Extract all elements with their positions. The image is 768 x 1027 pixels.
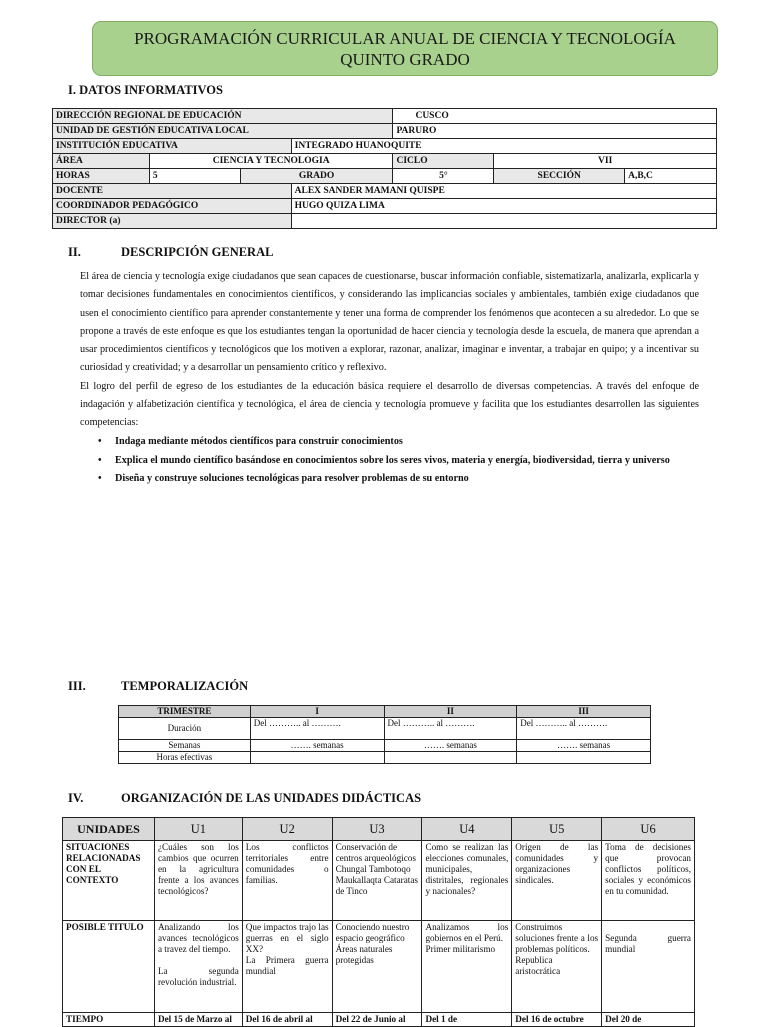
area-value: CIENCIA Y TECNOLOGIA: [149, 154, 393, 169]
section-4-heading: ORGANIZACIÓN DE LAS UNIDADES DIDÁCTICAS: [121, 791, 422, 805]
semanas-iii: ……. semanas: [517, 740, 651, 752]
header-u1: U1: [154, 818, 242, 841]
horas-value: 5: [149, 169, 240, 184]
tiempo-u3: Del 22 de Junio al: [332, 1013, 422, 1027]
unidades-header: UNIDADES: [63, 818, 155, 841]
duracion-label: Duración: [119, 718, 251, 740]
semanas-i: ……. semanas: [250, 740, 384, 752]
situacion-u3: Conservación de centros arqueológicos Chungal Tambotoqo Maukallaqta Cataratas de Tinco: [332, 841, 422, 921]
horas-efectivas-ii: [384, 752, 517, 764]
docente-value: ALEX SANDER MAMANI QUISPE: [291, 184, 716, 199]
situacion-u1: ¿Cuáles son los cambios que ocurren en la agricultura frente a los avances tecnológicos?: [154, 841, 242, 921]
director-value: [291, 214, 716, 229]
situacion-u2: Los conflictos territoriales entre comunidades o familias.: [242, 841, 332, 921]
description-text: [80, 268, 699, 433]
tiempo-u2: Del 16 de abril al: [242, 1013, 332, 1027]
titulo-u4: Analizamos los gobiernos en el Perú. Primer militarismo: [422, 921, 512, 1013]
tiempo-label: TIEMPO: [63, 1013, 155, 1027]
director-label: DIRECTOR (a): [53, 214, 292, 229]
competencias-list: [96, 433, 716, 489]
grado-value: 5°: [393, 169, 494, 184]
ie-label: INSTITUCIÓN EDUCATIVA: [53, 139, 292, 154]
tempo-header-trimestre: TRIMESTRE: [119, 706, 251, 718]
tiempo-u1: Del 15 de Marzo al: [154, 1013, 242, 1027]
titulo-u6: Segunda guerra mundial: [602, 921, 695, 1013]
duracion-iii: Del ……….. al ……….: [517, 718, 651, 740]
horas-efectivas-label: Horas efectivas: [119, 752, 251, 764]
section-1-heading: I. DATOS INFORMATIVOS: [68, 83, 223, 97]
header-u2: U2: [242, 818, 332, 841]
section-2-heading: DESCRIPCIÓN GENERAL: [121, 245, 274, 259]
bullet-icon: •: [98, 436, 102, 447]
header-u3: U3: [332, 818, 422, 841]
dre-label: DIRECCIÓN REGIONAL DE EDUCACIÓN: [53, 109, 393, 124]
seccion-value: A,B,C: [625, 169, 717, 184]
semanas-ii: ……. semanas: [384, 740, 517, 752]
dre-value: CUSCO: [393, 109, 717, 124]
titulo-u2: Que impactos trajo las guerras en el siglo XX? La Primera guerra mundial: [242, 921, 332, 1013]
situaciones-label: SITUACIONES RELACIONADAS CON EL CONTEXTO: [63, 841, 155, 921]
list-item: • Indaga mediante métodos científicos para construir conocimientos: [96, 433, 716, 452]
header-u6: U6: [602, 818, 695, 841]
title-line-1: PROGRAMACIÓN CURRICULAR ANUAL DE CIENCIA Y TECNOLOGÍA: [134, 29, 676, 48]
tiempo-u4: Del 1 de: [422, 1013, 512, 1027]
docente-label: DOCENTE: [53, 184, 292, 199]
posible-titulo-label: POSIBLE TITULO: [63, 921, 155, 1013]
tempo-header-iii: III: [517, 706, 651, 718]
header-u4: U4: [422, 818, 512, 841]
header-u5: U5: [512, 818, 602, 841]
duracion-ii: Del ……….. al ……….: [384, 718, 517, 740]
coordinador-value: HUGO QUIZA LIMA: [291, 199, 716, 214]
titulo-u3: Conociendo nuestro espacio geográfico Áreas naturales protegidas: [332, 921, 422, 1013]
datos-informativos-table: [52, 108, 717, 229]
ugel-value: PARURO: [393, 124, 717, 139]
horas-label: HORAS: [53, 169, 150, 184]
seccion-label: SECCIÓN: [494, 169, 625, 184]
ciclo-value: VII: [494, 154, 717, 169]
list-item: • Explica el mundo científico basándose en conocimientos sobre los seres vivos, materia y energía, biodiversidad, tierra y universo: [96, 452, 716, 471]
situacion-u5: Origen de las comunidades y organizaciones sindicales.: [512, 841, 602, 921]
tempo-header-ii: II: [384, 706, 517, 718]
horas-efectivas-i: [250, 752, 384, 764]
title-line-2: QUINTO GRADO: [340, 50, 470, 69]
list-item: • Diseña y construye soluciones tecnológicas para resolver problemas de su entorno: [96, 470, 716, 489]
description-paragraph-2: El logro del perfil de egreso de los estudiantes de la educación básica requiere el desarrollo de diversas competencias. A través del enfoque de indagación y alfabetización científica y tecnológica, el área de ciencia y tecnología promueve y facilita que los estudiantes desarrollen las siguientes competencias:: [80, 380, 699, 429]
ie-value: INTEGRADO HUANOQUITE: [291, 139, 716, 154]
ciclo-label: CICLO: [393, 154, 494, 169]
description-paragraph-1: El área de ciencia y tecnología exige ciudadanos que sean capaces de cuestionarse, buscar información confiable, sistematizarla, analizarla, explicarla y tomar decisiones fundamentales en conocimientos científicos, y considerando las implicancias sociales y ambientales, también exige ciudadanos que usen el conocimiento científico para aprender constantemente y tener una forma de comprender los fenómenos que acontecen a su alrededor. Lo que se propone a través de este enfoque es que los estudiantes tengan la oportunidad de hacer ciencia y tecnología desde la escuela, de manera que aprendan a usar procedimientos científicos y tecnológicos que los motiven a explorar, razonar, analizar, imaginar e inventar, a trabajar en quipo; y a incentivar su curiosidad y creatividad; y a desarrollar un pensamiento crítico y reflexivo.: [80, 271, 699, 374]
ugel-label: UNIDAD DE GESTIÓN EDUCATIVA LOCAL: [53, 124, 393, 139]
area-label: ÁREA: [53, 154, 150, 169]
titulo-u1: Analizando los avances tecnológicos a travez del tiempo. La segunda revolución industrial.: [154, 921, 242, 1013]
unidades-table: [62, 817, 695, 1027]
horas-efectivas-iii: [517, 752, 651, 764]
situacion-u6: Toma de decisiones que provocan conflictos políticos, sociales y económicos en tu comunidad.: [602, 841, 695, 921]
coordinador-label: COORDINADOR PEDAGÓGICO: [53, 199, 292, 214]
titulo-u5: Construimos soluciones frente a los problemas políticos. Republica aristocrática: [512, 921, 602, 1013]
section-3-heading: TEMPORALIZACIÓN: [121, 679, 249, 693]
section-2-number: II.: [68, 245, 81, 259]
tiempo-u5: Del 16 de octubre: [512, 1013, 602, 1027]
tiempo-u6: Del 20 de: [602, 1013, 695, 1027]
section-4-number: IV.: [68, 791, 84, 805]
document-title: [92, 21, 718, 76]
semanas-label: Semanas: [119, 740, 251, 752]
grado-label: GRADO: [240, 169, 393, 184]
duracion-i: Del ……….. al ……….: [250, 718, 384, 740]
situacion-u4: Como se realizan las elecciones comunales, municipales, distritales, regionales y nacionales?: [422, 841, 512, 921]
tempo-header-i: I: [250, 706, 384, 718]
section-3-number: III.: [68, 679, 86, 693]
temporalizacion-table: [118, 705, 651, 764]
bullet-icon: •: [98, 473, 102, 484]
bullet-icon: •: [98, 454, 102, 466]
